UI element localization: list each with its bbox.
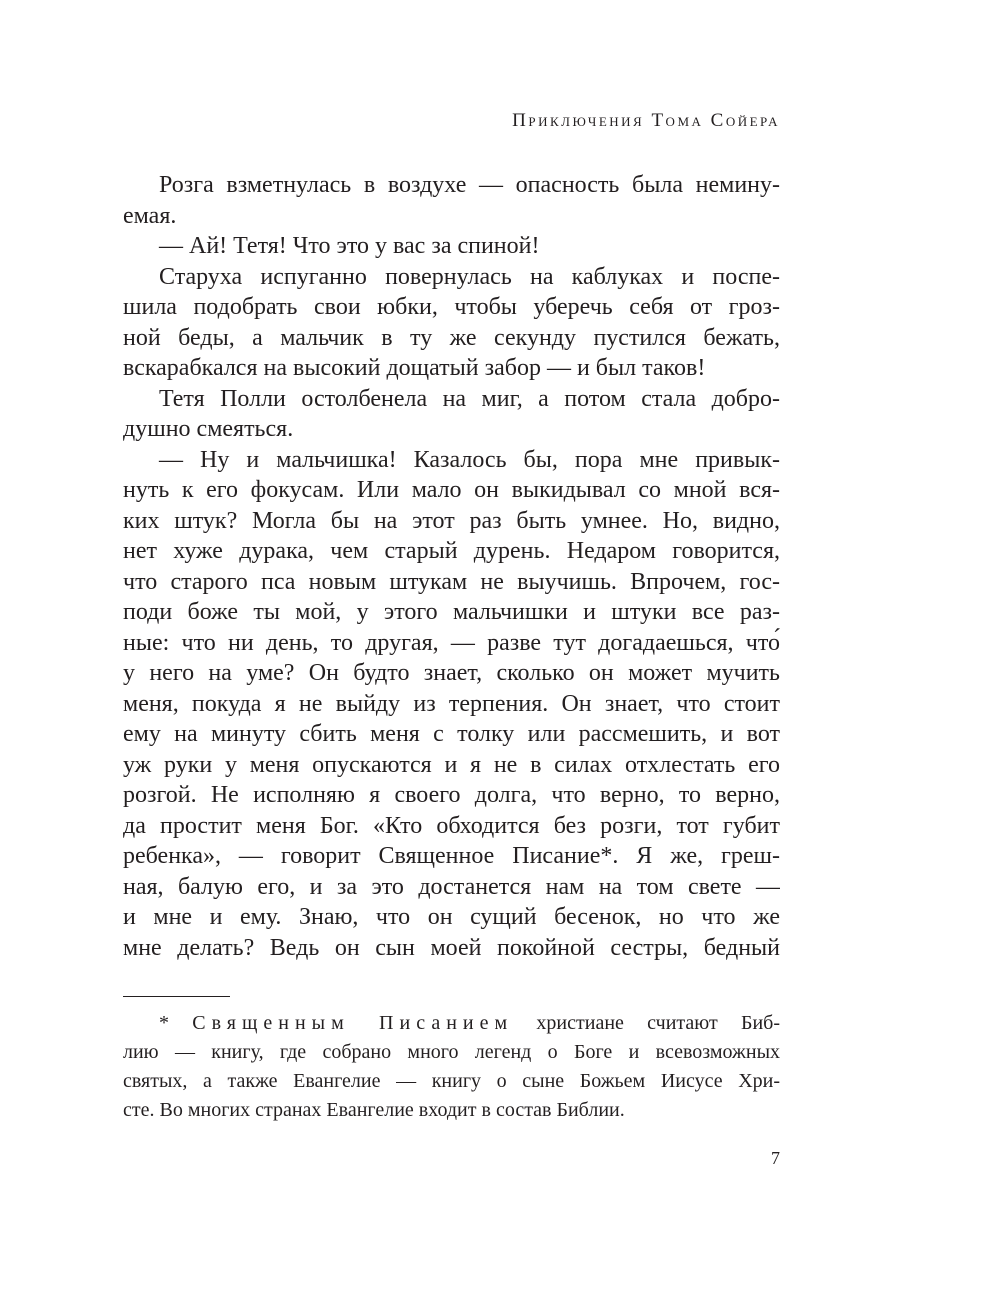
text-line: Розга взметнулась в воздухе — опасность была немину-	[159, 172, 780, 198]
footnote-line: лию — книгу, где собрано много легенд о Боге и всевозможных	[123, 1041, 780, 1063]
text-line: шила подобрать свои юбки, чтобы уберечь себя от гроз-	[123, 294, 780, 320]
text-line: ких штук? Могла бы на этот раз быть умнее. Но, видно,	[123, 507, 780, 534]
text-line: ребенка», — говорит Священное Писание*. Я же, греш-	[123, 843, 780, 869]
text-line: и мне и ему. Знаю, что он сущий бесенок, но что же	[123, 904, 780, 930]
text-line: да простит меня Бог. «Кто обходится без розги, тот губит	[123, 812, 780, 839]
text-line: уж руки у меня опускаются и я не в силах отхлестать его	[123, 751, 780, 778]
text-line: вскарабкался на высокий дощатый забор — и был таков!	[123, 355, 706, 381]
text-line: ные: что ни день, то другая, — разве тут догадаешься, что́	[123, 629, 780, 656]
text-line: — Ай! Тетя! Что это у вас за спиной!	[159, 233, 540, 259]
footnote-line: сте. Во многих странах Евангелие входит в состав Библии.	[123, 1099, 625, 1121]
footnote	[123, 1009, 780, 1125]
text-line: меня, покуда я не выйду из терпения. Он знает, что стоит	[123, 690, 780, 717]
footnote-marker: *	[159, 1012, 169, 1034]
text-line: ной беды, а мальчик в ту же секунду пустился бежать,	[123, 324, 780, 351]
page-number: 7	[771, 1148, 780, 1168]
text-line: Тетя Полли остолбенела на миг, а потом стала добро-	[159, 385, 780, 412]
text-line: Старуха испуганно повернулась на каблуках и поспе-	[159, 263, 780, 290]
footnote-line: святых, а также Евангелие — книгу о сыне Божьем Иисусе Хри-	[123, 1070, 780, 1092]
footnote-term: Священным Писанием	[192, 1012, 514, 1034]
text-line: нет хуже дурака, чем старый дурень. Недаром говорится,	[123, 538, 780, 564]
text-line: мне делать? Ведь он сын моей покойной сестры, бедный	[123, 934, 780, 961]
footnote-line	[123, 1009, 780, 1038]
text-line: ная, балую его, и за это достанется нам на том свете —	[123, 873, 780, 900]
text-line: у него на уме? Он будто знает, сколько он может мучить	[123, 660, 780, 686]
running-head: Приключения Тома Сойера	[512, 110, 780, 131]
footnote-divider	[123, 996, 230, 997]
text-line: ему на минуту сбить меня с толку или рассмешить, и вот	[123, 721, 780, 747]
text-line: емая.	[123, 202, 177, 229]
text-line: что старого пса новым штукам не выучишь. Впрочем, гос-	[123, 568, 780, 595]
body-text	[123, 170, 780, 963]
text-line: душно смеяться.	[123, 416, 294, 442]
text-line: поди боже ты мой, у этого мальчишки и штуки все раз-	[123, 599, 780, 625]
text-line: розгой. Не исполняю я своего долга, что верно, то верно,	[123, 782, 780, 808]
footnote-line-rest: христиане считают Биб-	[536, 1012, 780, 1034]
text-line: нуть к его фокусам. Или мало он выкидывал со мной вся-	[123, 477, 780, 503]
text-line: — Ну и мальчишка! Казалось бы, пора мне привык-	[159, 446, 780, 473]
